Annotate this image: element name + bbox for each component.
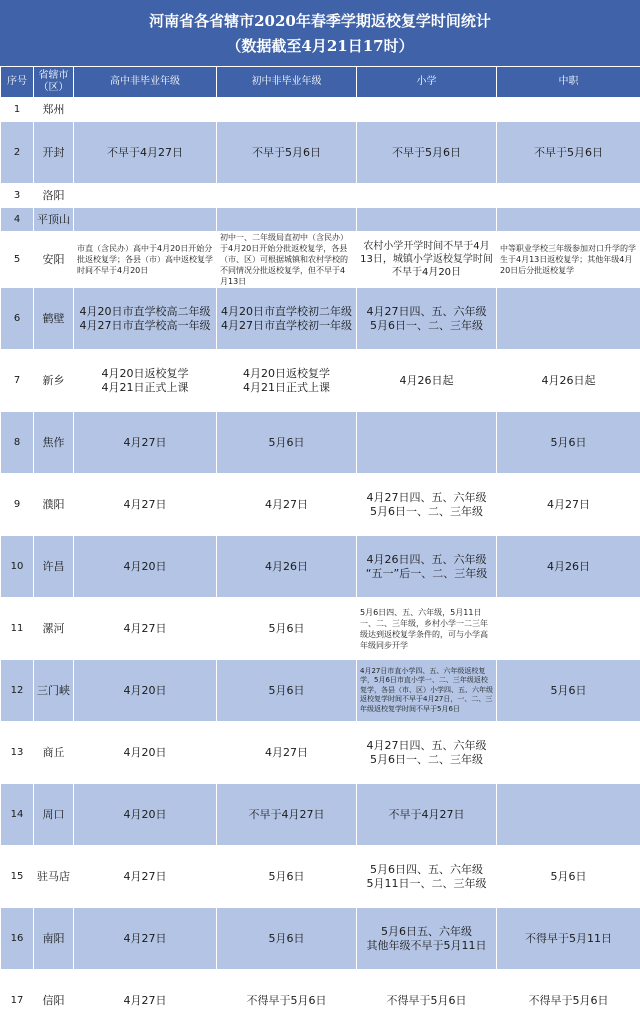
- cell-no: 6: [1, 288, 34, 350]
- table-row: [1, 598, 640, 660]
- cell-primary: 4月26日起: [357, 350, 497, 412]
- cell-city: 漯河: [34, 598, 74, 660]
- cell-high: 4月27日: [74, 970, 217, 1016]
- cell-middle: 初中一、二年级局直初中（含民办）于4月20日开始分批返校复学，各县（市、区）可根据城镇和农村学校的不同情况分批返校复学，但不早于4月13日: [217, 232, 357, 288]
- cell-no: 15: [1, 846, 34, 908]
- cell-city: 南阳: [34, 908, 74, 970]
- cell-city: 开封: [34, 122, 74, 184]
- cell-middle: 不得早于5月6日: [217, 970, 357, 1016]
- table-row: [1, 536, 640, 598]
- cell-high: 4月20日: [74, 536, 217, 598]
- cell-middle: 5月6日: [217, 412, 357, 474]
- table-row: [1, 474, 640, 536]
- cell-city: 周口: [34, 784, 74, 846]
- cell-middle: 4月27日: [217, 722, 357, 784]
- table-row: [1, 350, 640, 412]
- cell-city: 平顶山: [34, 208, 74, 232]
- cell-no: 12: [1, 660, 34, 722]
- cell-vocational: 不得早于5月6日: [497, 970, 640, 1016]
- table-row: [1, 908, 640, 970]
- cell-high: [74, 184, 217, 208]
- cell-high: 4月20日返校复学 4月21日正式上课: [74, 350, 217, 412]
- cell-no: 13: [1, 722, 34, 784]
- cell-middle: 4月26日: [217, 536, 357, 598]
- cell-primary: 不早于5月6日: [357, 122, 497, 184]
- cell-primary: [357, 98, 497, 122]
- cell-high: 4月27日: [74, 908, 217, 970]
- cell-primary: 不得早于5月6日: [357, 970, 497, 1016]
- cell-no: 3: [1, 184, 34, 208]
- cell-vocational: [497, 598, 640, 660]
- cell-high: [74, 208, 217, 232]
- cell-high: 4月27日: [74, 598, 217, 660]
- cell-no: 16: [1, 908, 34, 970]
- cell-high: 4月20日: [74, 660, 217, 722]
- cell-middle: [217, 98, 357, 122]
- cell-vocational: 5月6日: [497, 660, 640, 722]
- cell-high: 4月27日: [74, 846, 217, 908]
- cell-city: 信阳: [34, 970, 74, 1016]
- schedule-table: [0, 66, 640, 1016]
- cell-high: [74, 98, 217, 122]
- table-row: [1, 412, 640, 474]
- table-header-row: [1, 67, 640, 98]
- cell-no: 11: [1, 598, 34, 660]
- cell-vocational: 4月26日: [497, 536, 640, 598]
- cell-no: 4: [1, 208, 34, 232]
- cell-vocational: 4月27日: [497, 474, 640, 536]
- cell-primary: 5月6日五、六年级 其他年级不早于5月11日: [357, 908, 497, 970]
- table-row: [1, 970, 640, 1016]
- cell-primary: [357, 412, 497, 474]
- cell-no: 7: [1, 350, 34, 412]
- header-city: 省辖市（区）: [34, 67, 74, 98]
- cell-city: 濮阳: [34, 474, 74, 536]
- cell-vocational: [497, 98, 640, 122]
- cell-primary: 5月6日四、五、六年级 5月11日一、二、三年级: [357, 846, 497, 908]
- cell-city: 洛阳: [34, 184, 74, 208]
- cell-high: 不早于4月27日: [74, 122, 217, 184]
- cell-middle: [217, 208, 357, 232]
- cell-middle: 不早于5月6日: [217, 122, 357, 184]
- table-row: [1, 846, 640, 908]
- table-row: [1, 784, 640, 846]
- table-body: [1, 98, 640, 1016]
- cell-vocational: 不早于5月6日: [497, 122, 640, 184]
- cell-vocational: [497, 784, 640, 846]
- cell-primary: [357, 208, 497, 232]
- cell-city: 郑州: [34, 98, 74, 122]
- header-vocational: 中职: [497, 67, 640, 98]
- table-row: [1, 184, 640, 208]
- header-middle: 初中非毕业年级: [217, 67, 357, 98]
- page-title: 河南省各省辖市2020年春季学期返校复学时间统计: [149, 12, 491, 30]
- cell-vocational: [497, 208, 640, 232]
- table-row: [1, 232, 640, 288]
- cell-vocational: 不得早于5月11日: [497, 908, 640, 970]
- table-row: [1, 722, 640, 784]
- table-row: [1, 288, 640, 350]
- table-row: [1, 122, 640, 184]
- cell-primary: 4月26日四、五、六年级 “五一”后一、二、三年级: [357, 536, 497, 598]
- cell-no: 14: [1, 784, 34, 846]
- cell-no: 5: [1, 232, 34, 288]
- cell-city: 焦作: [34, 412, 74, 474]
- cell-primary: 4月27日市直小学四、五、六年级返校复学，5月6日市直小学一、二、三年级返校复学，各县（市、区）小学四、五、六年级返校复学时间不早于4月27日，一、二、三年级返校复学时间不早于5月6日: [357, 660, 497, 722]
- cell-no: 10: [1, 536, 34, 598]
- cell-city: 许昌: [34, 536, 74, 598]
- cell-no: 9: [1, 474, 34, 536]
- page-subtitle: （数据截至4月21日17时）: [226, 37, 414, 55]
- header-no: 序号: [1, 67, 34, 98]
- cell-middle: [217, 184, 357, 208]
- cell-city: 新乡: [34, 350, 74, 412]
- cell-vocational: 5月6日: [497, 412, 640, 474]
- cell-high: 4月27日: [74, 474, 217, 536]
- table-row: [1, 660, 640, 722]
- cell-primary: 4月27日四、五、六年级 5月6日一、二、三年级: [357, 474, 497, 536]
- cell-vocational: 4月26日起: [497, 350, 640, 412]
- cell-vocational: [497, 184, 640, 208]
- cell-high: 4月20日: [74, 722, 217, 784]
- cell-city: 商丘: [34, 722, 74, 784]
- cell-primary: 4月27日四、五、六年级 5月6日一、二、三年级: [357, 722, 497, 784]
- cell-middle: 4月20日返校复学 4月21日正式上课: [217, 350, 357, 412]
- cell-no: 8: [1, 412, 34, 474]
- cell-primary: 4月27日四、五、六年级 5月6日一、二、三年级: [357, 288, 497, 350]
- cell-primary: [357, 184, 497, 208]
- cell-middle: 4月27日: [217, 474, 357, 536]
- cell-vocational: [497, 288, 640, 350]
- cell-primary: 不早于4月27日: [357, 784, 497, 846]
- cell-city: 驻马店: [34, 846, 74, 908]
- cell-no: 1: [1, 98, 34, 122]
- cell-high: 4月20日市直学校高二年级 4月27日市直学校高一年级: [74, 288, 217, 350]
- cell-high: 市直（含民办）高中于4月20日开始分批返校复学；各县（市）高中返校复学时间不早于4月20日: [74, 232, 217, 288]
- cell-city: 鹤壁: [34, 288, 74, 350]
- cell-middle: 5月6日: [217, 908, 357, 970]
- cell-no: 17: [1, 970, 34, 1016]
- cell-city: 安阳: [34, 232, 74, 288]
- cell-middle: 不早于4月27日: [217, 784, 357, 846]
- cell-primary: 5月6日四、五、六年级，5月11日一、二、三年级，乡村小学一二三年级达到返校复学条件的，可与小学高年级同步开学: [357, 598, 497, 660]
- cell-middle: 4月20日市直学校初二年级 4月27日市直学校初一年级: [217, 288, 357, 350]
- cell-vocational: [497, 722, 640, 784]
- cell-middle: 5月6日: [217, 846, 357, 908]
- cell-no: 2: [1, 122, 34, 184]
- header-primary: 小学: [357, 67, 497, 98]
- cell-vocational: 中等职业学校三年级参加对口升学的学生于4月13日返校复学；其他年级4月20日后分批返校复学: [497, 232, 640, 288]
- table-row: [1, 98, 640, 122]
- cell-high: 4月20日: [74, 784, 217, 846]
- cell-middle: 5月6日: [217, 660, 357, 722]
- cell-vocational: 5月6日: [497, 846, 640, 908]
- cell-middle: 5月6日: [217, 598, 357, 660]
- cell-city: 三门峡: [34, 660, 74, 722]
- title-banner: [0, 0, 640, 66]
- cell-high: 4月27日: [74, 412, 217, 474]
- table-row: [1, 208, 640, 232]
- header-high: 高中非毕业年级: [74, 67, 217, 98]
- cell-primary: 农村小学开学时间不早于4月13日，城镇小学返校复学时间不早于4月20日: [357, 232, 497, 288]
